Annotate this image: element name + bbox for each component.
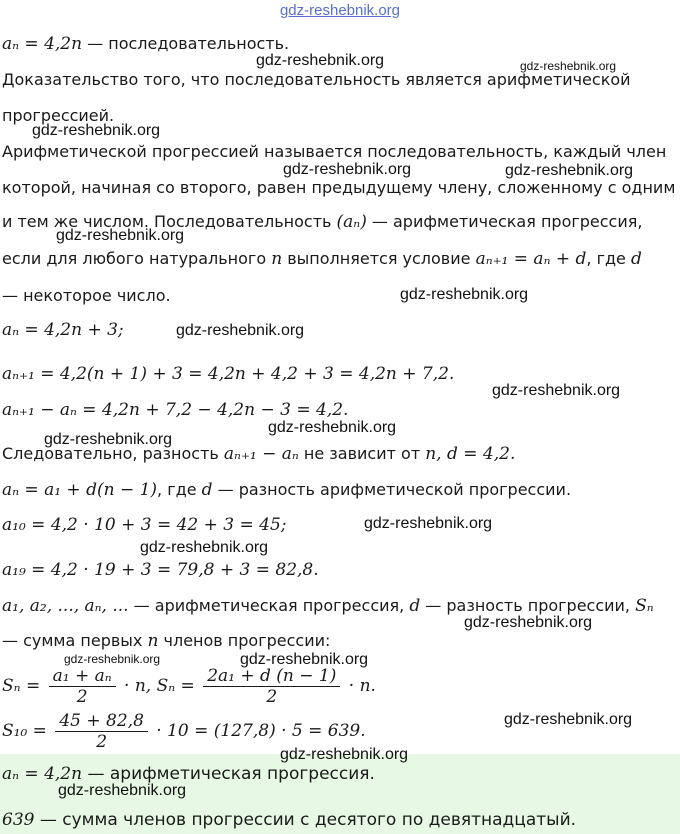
watermark: gdz-reshebnik.org bbox=[364, 515, 493, 532]
numerator: 45 + 82,8 bbox=[55, 711, 148, 732]
text: членов прогрессии: bbox=[158, 631, 331, 650]
site-link[interactable]: gdz-reshebnik.org bbox=[279, 2, 401, 19]
formula-next-term: aₙ₊₁ = 4,2(n + 1) + 3 = 4,2n + 4,2 + 3 = 4,2n + 7,2. bbox=[2, 364, 455, 384]
text: если для любого натурального bbox=[2, 249, 272, 268]
watermark: gdz-reshebnik.org bbox=[492, 382, 621, 399]
watermark: gdz-reshebnik.org bbox=[256, 52, 385, 69]
text: — разность прогрессии, bbox=[420, 596, 636, 615]
watermark: gdz-reshebnik.org bbox=[44, 431, 173, 448]
formula: d bbox=[201, 480, 213, 500]
watermark: gdz-reshebnik.org bbox=[280, 746, 409, 763]
text: и тем же числом. Последовательность bbox=[2, 212, 337, 231]
watermark: gdz-reshebnik.org bbox=[400, 286, 529, 303]
answer-line-2 bbox=[2, 810, 576, 830]
text: — арифметическая прогрессия. bbox=[82, 764, 375, 784]
task-line-1: Доказательство того, что последовательность является арифметической bbox=[2, 70, 631, 89]
formula: n bbox=[147, 631, 159, 651]
watermark: gdz-reshebnik.org bbox=[464, 614, 593, 631]
sum-formula bbox=[2, 666, 376, 707]
denominator: 2 bbox=[266, 687, 278, 707]
sum-definition-line-1 bbox=[2, 596, 654, 616]
fraction bbox=[203, 666, 340, 707]
formula: aₙ = a₁ + d(n − 1) bbox=[2, 480, 158, 500]
text: — сумма членов прогрессии с десятого по девятнадцатый. bbox=[34, 810, 577, 830]
text: — последовательность. bbox=[82, 34, 290, 53]
watermark: gdz-reshebnik.org bbox=[504, 711, 633, 728]
watermark: gdz-reshebnik.org bbox=[64, 652, 161, 666]
sum-definition-line-2 bbox=[2, 631, 330, 651]
formula: aₙ = 4,2n bbox=[2, 764, 83, 784]
numerator: 2a₁ + d (n − 1) bbox=[203, 666, 340, 687]
definition-line-4 bbox=[2, 249, 642, 269]
formula: aₙ₊₁ − aₙ bbox=[223, 444, 299, 464]
definition-line-5: — некоторое число. bbox=[2, 286, 171, 305]
watermark: gdz-reshebnik.org bbox=[240, 651, 369, 668]
watermark: gdz-reshebnik.org bbox=[176, 322, 305, 339]
formula: n, d = 4,2. bbox=[425, 444, 516, 464]
numerator: a₁ + aₙ bbox=[49, 666, 116, 687]
formula-a19: a₁₉ = 4,2 · 19 + 3 = 79,8 + 3 = 82,8. bbox=[2, 560, 319, 580]
text: не зависит от bbox=[298, 444, 426, 463]
formula: Sₙ bbox=[635, 596, 654, 616]
formula: d bbox=[630, 249, 642, 269]
watermark: gdz-reshebnik.org bbox=[56, 227, 185, 244]
watermark: gdz-reshebnik.org bbox=[505, 162, 634, 179]
formula: d bbox=[409, 596, 421, 616]
lhs: S₁₀ = bbox=[2, 721, 47, 741]
formula-difference: aₙ₊₁ − aₙ = 4,2n + 7,2 − 4,2n − 3 = 4,2. bbox=[2, 400, 349, 420]
formula-sequence: aₙ = 4,2n + 3; bbox=[2, 320, 124, 340]
denominator: 2 bbox=[76, 687, 88, 707]
fraction bbox=[55, 711, 148, 752]
intro-line bbox=[2, 34, 289, 54]
text: Следовательно, разность bbox=[2, 444, 224, 463]
answer-line-1 bbox=[2, 764, 375, 784]
formula: a₁, a₂, ..., aₙ, ... bbox=[2, 596, 129, 616]
formula: aₙ₊₁ = aₙ + d bbox=[475, 249, 587, 269]
task-line-2: прогрессией. bbox=[2, 106, 115, 125]
watermark: gdz-reshebnik.org bbox=[283, 161, 412, 178]
fraction bbox=[49, 666, 116, 707]
formula: 639 bbox=[2, 810, 35, 830]
denominator: 2 bbox=[96, 732, 108, 752]
watermark: gdz-reshebnik.org bbox=[58, 782, 187, 799]
text: — сумма первых bbox=[2, 631, 148, 650]
text: , где bbox=[586, 249, 631, 268]
text: — арифметическая прогрессия, bbox=[366, 212, 643, 231]
watermark: gdz-reshebnik.org bbox=[520, 59, 617, 73]
watermark: gdz-reshebnik.org bbox=[32, 122, 161, 139]
tail: · n. bbox=[348, 676, 376, 696]
watermark: gdz-reshebnik.org bbox=[140, 539, 269, 556]
text: выполняется условие bbox=[282, 249, 476, 268]
text: — арифметическая прогрессия, bbox=[128, 596, 410, 615]
middle: · n, Sₙ = bbox=[124, 676, 195, 696]
formula: (aₙ) bbox=[336, 212, 367, 232]
tail: · 10 = (127,8) · 5 = 639. bbox=[156, 721, 366, 741]
formula-a10: a₁₀ = 4,2 · 10 + 3 = 42 + 3 = 45; bbox=[2, 515, 287, 535]
formula: n bbox=[271, 249, 283, 269]
lhs: Sₙ = bbox=[2, 676, 41, 696]
definition-line-2: которой, начиная со второго, равен предыдущему члену, сложенному с одним bbox=[2, 178, 676, 197]
general-term-line bbox=[2, 480, 571, 500]
formula: aₙ = 4,2n bbox=[2, 34, 83, 54]
text: — разность арифметической прогрессии. bbox=[212, 480, 572, 499]
text: , где bbox=[157, 480, 202, 499]
watermark: gdz-reshebnik.org bbox=[268, 419, 397, 436]
definition-line-1: Арифметической прогрессией называется последовательность, каждый член bbox=[2, 142, 667, 161]
